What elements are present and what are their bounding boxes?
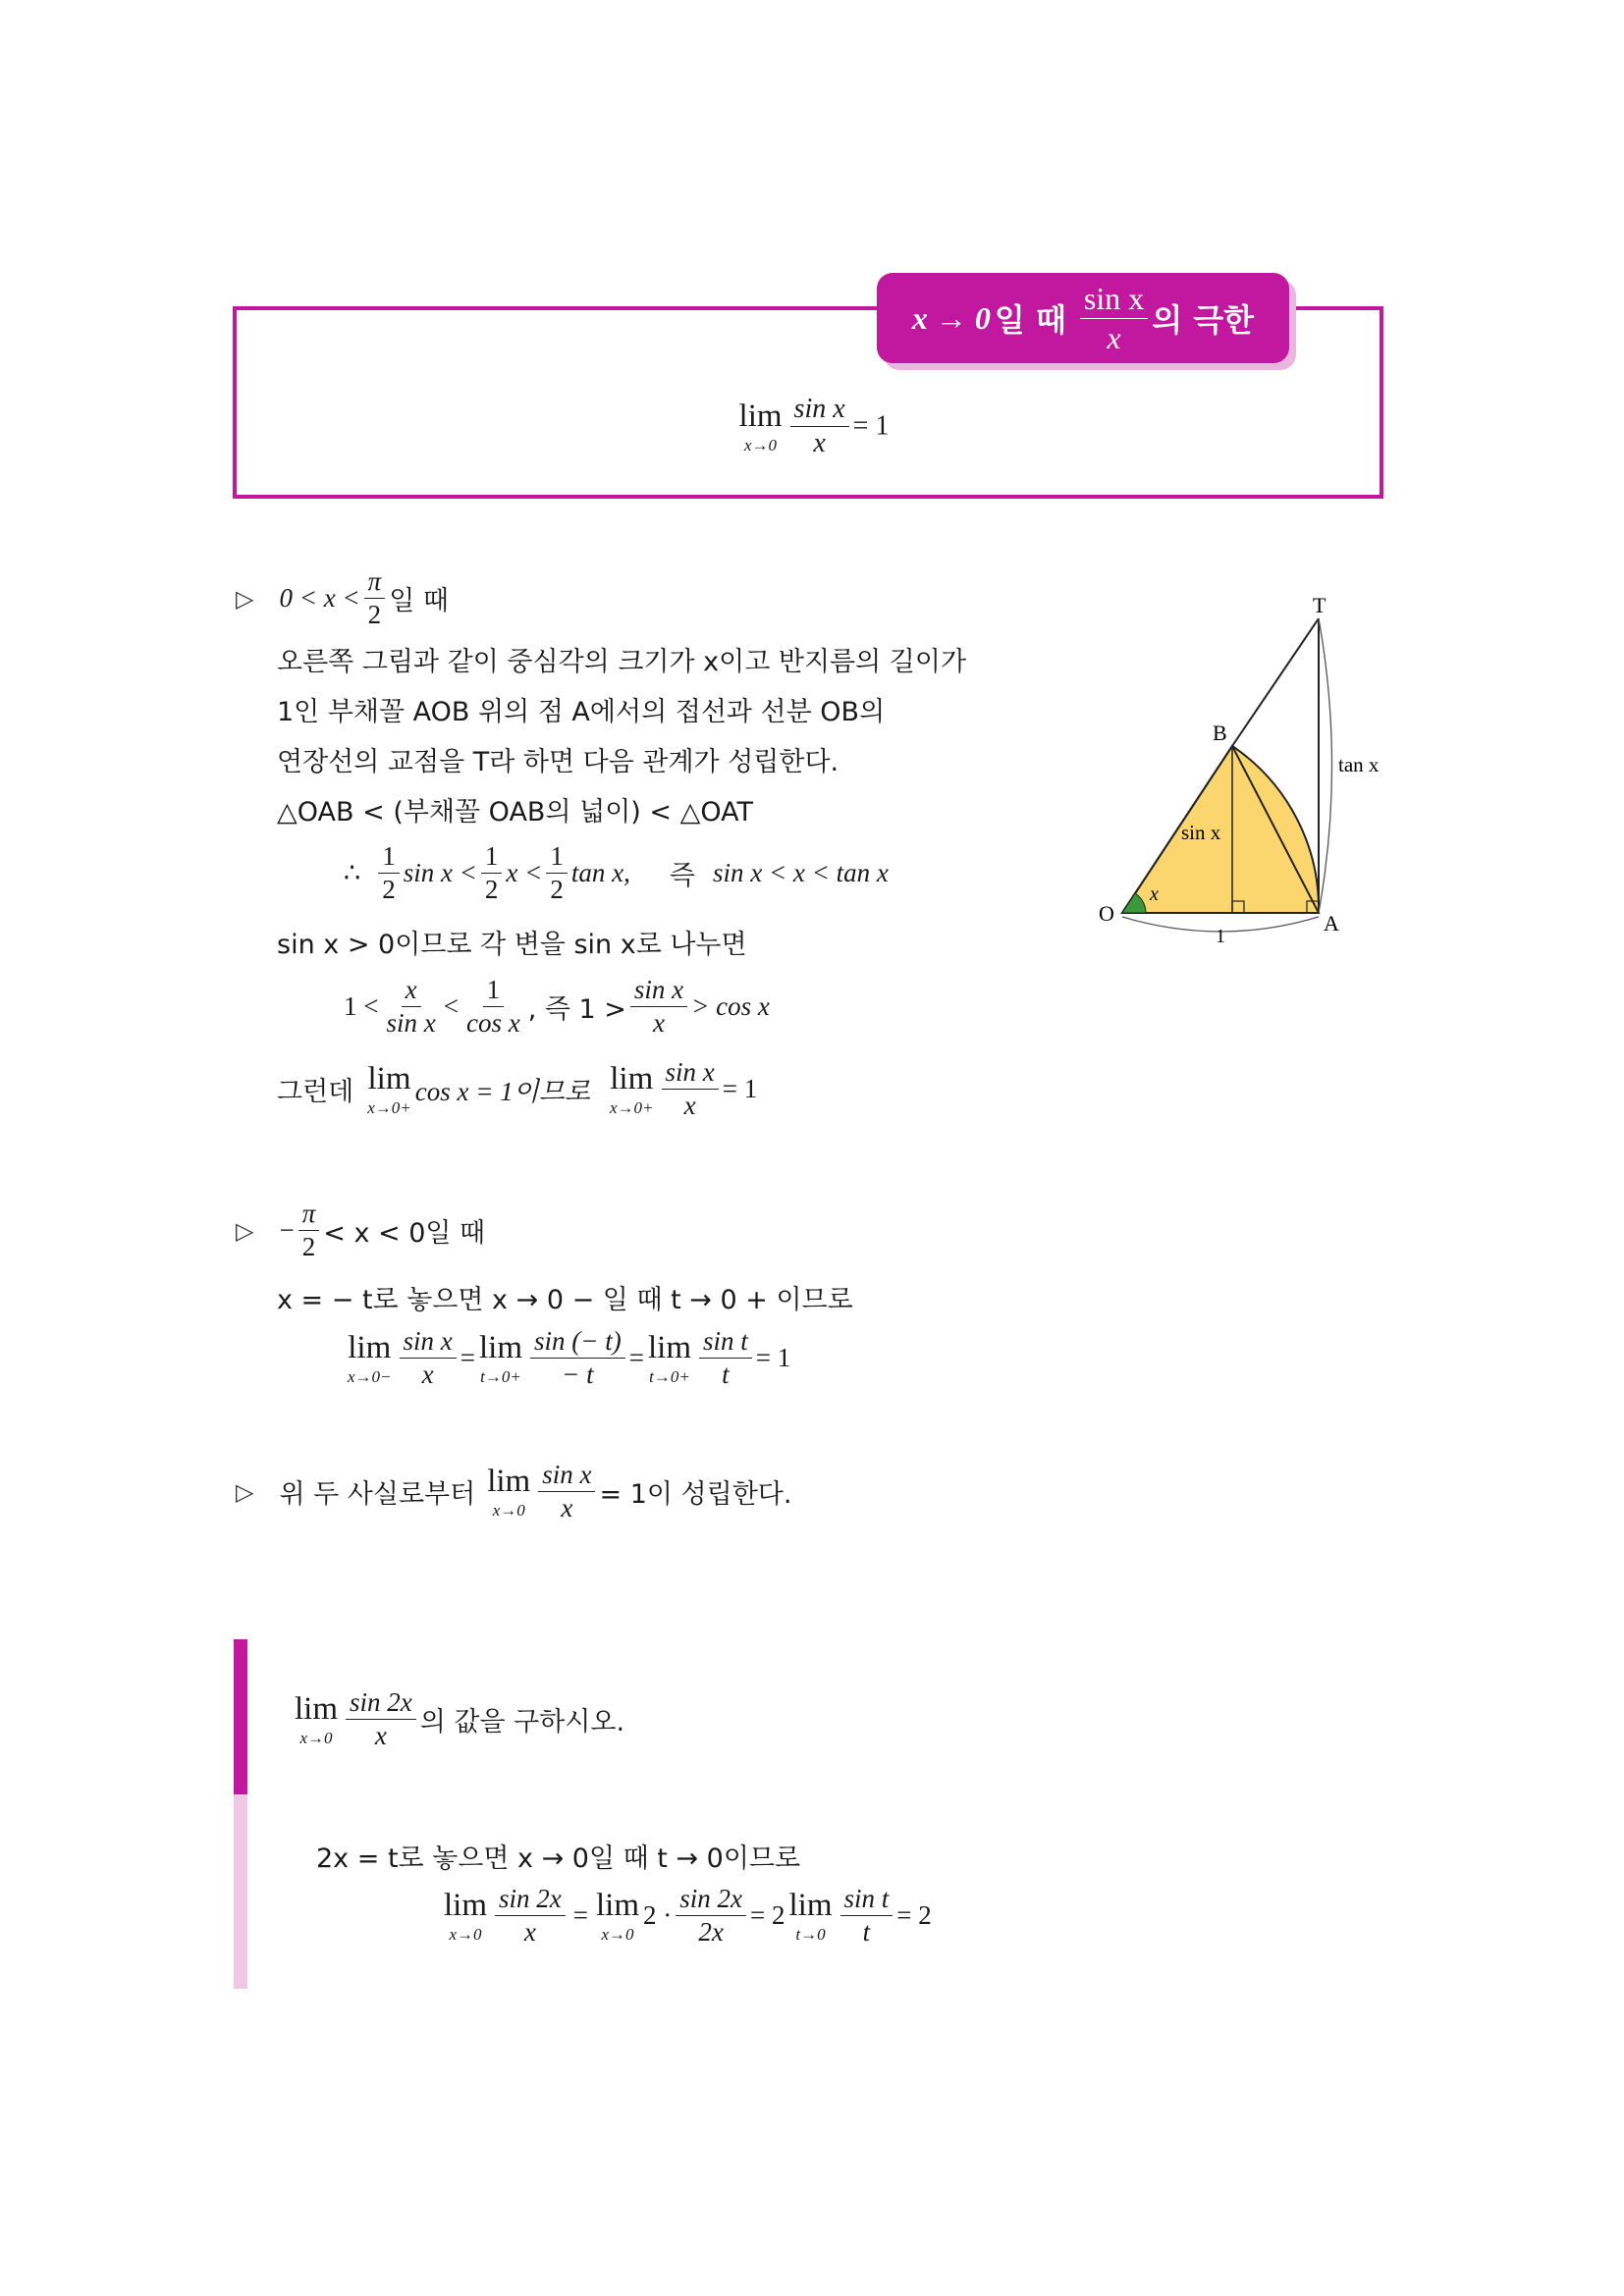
ex-s-sub-2: x→0 (601, 1924, 634, 1944)
lim-word: lim (479, 1329, 523, 1365)
example-question (291, 1688, 624, 1750)
case1-pi-frac (364, 567, 386, 629)
half-num: 1 (546, 842, 568, 874)
case1-pi: π (364, 567, 386, 599)
definition-formula (0, 395, 1624, 458)
lim-word: lim (596, 1887, 640, 1923)
lim-word: lim (788, 1887, 833, 1923)
case1-inequality (344, 842, 889, 904)
title-end: 의 극한 (1152, 301, 1255, 339)
c2-eq-2: = (628, 1343, 644, 1373)
half-den: 2 (550, 875, 564, 905)
case2-heading (236, 1200, 485, 1261)
ratio-n3: sin x (630, 976, 687, 1007)
ratio-b: > cos x (691, 991, 770, 1022)
case1-divide: sin x > 0이므로 각 변을 sin x로 나누면 (277, 930, 747, 960)
ex-s-den-3: t (862, 1917, 871, 1948)
c2-frac-1 (400, 1327, 457, 1389)
def-lim-sub: x→0 (744, 435, 778, 454)
title-frac-den: x (1107, 319, 1121, 355)
ex-s-frac-3 (840, 1885, 893, 1947)
conclusion-pre: 위 두 사실로부터 (279, 1479, 476, 1511)
c2-lim-1 (348, 1329, 392, 1386)
c2-sub-2: t→0+ (480, 1366, 521, 1386)
case1-line3: 연장선의 교점을 T라 하면 다음 관계가 성립한다. (277, 747, 839, 777)
title-fraction (1080, 282, 1148, 354)
ex-q-frac (346, 1688, 416, 1750)
lim-word: lim (295, 1690, 339, 1727)
sector-figure (1095, 585, 1419, 948)
c2-sub-3: t→0+ (649, 1366, 690, 1386)
final-lim-2 (609, 1060, 654, 1117)
case1-final (277, 1058, 757, 1120)
half-den: 2 (382, 875, 396, 905)
ratio-comma: , 즉 1 > (527, 994, 626, 1026)
ratio-frac-3 (630, 976, 687, 1038)
line-BT (1232, 618, 1319, 746)
final-lim-1 (367, 1060, 411, 1117)
lim-word: lim (738, 398, 783, 434)
ratio-frac-2 (462, 976, 524, 1038)
case1-line2: 1인 부채꼴 AOB 위의 점 A에서의 접선과 선분 OB의 (277, 697, 886, 727)
ratio-n2: 1 (483, 976, 505, 1007)
c2-rhs: = 1 (755, 1343, 791, 1373)
half-den: 2 (484, 875, 499, 905)
c2-d2: − t (562, 1360, 594, 1390)
case1-two: 2 (367, 600, 382, 630)
ex-q-den: x (374, 1721, 387, 1751)
ex-s-eq: = (572, 1900, 588, 1931)
example-solution-chain (440, 1885, 932, 1947)
ex-s-rhs: = 2 (896, 1900, 932, 1931)
case2-sub-line: x = − t로 놓으면 x → 0 − 일 때 t → 0 + 이므로 (277, 1285, 853, 1315)
final-den: x (683, 1091, 696, 1121)
ineq-a: sin x < (403, 858, 477, 888)
lim-word: lim (367, 1060, 411, 1096)
conclusion-post: = 1이 성립한다. (599, 1479, 792, 1511)
ex-s-eq2: = 2 (750, 1900, 785, 1931)
case2-cond-tail: < x < 0일 때 (323, 1218, 486, 1250)
bullet-icon: ▷ (236, 1477, 254, 1506)
half-frac-b (481, 842, 503, 904)
label-x: x (1150, 883, 1159, 905)
case1-line4: △OAB < (부채꼴 OAB의 넓이) < △OAT (277, 797, 754, 828)
label-one: 1 (1216, 926, 1225, 947)
case2-limit-chain (344, 1327, 790, 1389)
lim-word: lim (348, 1329, 392, 1365)
c2-eq-1: = (460, 1343, 476, 1373)
half-frac-c (546, 842, 568, 904)
ratio-frac-1 (382, 976, 439, 1038)
def-den: x (813, 428, 826, 459)
conclusion-lim (487, 1463, 531, 1520)
ratio-d2: cos x (465, 1008, 520, 1039)
conclusion-num: sin x (538, 1461, 595, 1492)
label-T: T (1313, 593, 1326, 617)
ex-s-sub-1: x→0 (449, 1924, 482, 1944)
half-num: 1 (481, 842, 503, 874)
therefore-symbol: ∴ (344, 858, 361, 889)
ratio-d1: sin x (386, 1008, 436, 1039)
label-A: A (1324, 911, 1339, 935)
conclusion-den: x (561, 1493, 573, 1523)
case2-two: 2 (301, 1232, 316, 1262)
def-lim (739, 400, 783, 454)
final-frac (662, 1058, 719, 1120)
ex-q-post: 의 값을 구하시오. (419, 1707, 625, 1738)
ex-s-den-2: 2x (698, 1917, 724, 1948)
ratio-lt: < (443, 991, 459, 1022)
case2-pi: π (298, 1200, 320, 1231)
ineq-c: tan x, (570, 858, 630, 888)
ex-s-lim-2 (596, 1887, 640, 1944)
final-cos: cos x = 1이므로 (414, 1077, 590, 1107)
ineq-d: sin x < x < tan x (712, 858, 889, 888)
c2-sub-1: x→0− (348, 1366, 392, 1386)
ex-s-lim-3 (788, 1887, 833, 1944)
conclusion-line (236, 1461, 791, 1522)
lim-word: lim (647, 1329, 691, 1365)
conclusion-frac (538, 1461, 595, 1522)
c2-frac-3 (699, 1327, 752, 1389)
def-num: sin x (790, 395, 849, 427)
def-rhs: = 1 (852, 410, 890, 442)
ex-s-two: 2 · (643, 1900, 673, 1931)
c2-n1: sin x (400, 1327, 457, 1359)
example-bar-solution (234, 1794, 247, 1989)
c2-lim-3 (647, 1329, 691, 1386)
example-solution-line: 2x = t로 놓으면 x → 0일 때 t → 0이므로 (316, 1843, 801, 1874)
final-pre: 그런데 (277, 1077, 354, 1108)
tan-brace (1319, 618, 1332, 913)
lim-word: lim (487, 1463, 531, 1499)
ex-s-num-2: sin 2x (676, 1885, 746, 1916)
ex-s-frac-2 (676, 1885, 746, 1947)
case1-heading (236, 567, 449, 629)
lim-word: lim (610, 1060, 654, 1096)
title-suffix: 일 때 (994, 301, 1066, 339)
ex-q-sub: x→0 (299, 1728, 333, 1747)
ex-q-lim (295, 1690, 339, 1747)
case1-ratio (344, 976, 770, 1038)
case2-minus: − (279, 1215, 295, 1246)
label-B: B (1213, 721, 1227, 745)
ineq-jeuk: 즉 (669, 861, 695, 892)
final-num: sin x (662, 1058, 719, 1090)
label-tan: tan x (1338, 753, 1380, 776)
title-badge (877, 273, 1289, 363)
half-frac-a (378, 842, 400, 904)
half-num: 1 (378, 842, 400, 874)
ex-s-den-1: x (523, 1917, 536, 1948)
case1-cond-left: 0 < x < (279, 583, 360, 614)
bullet-icon: ▷ (236, 1216, 254, 1245)
final-sub-1: x→0+ (367, 1097, 411, 1117)
case1-line1: 오른쪽 그림과 같이 중심각의 크기가 x이고 반지름의 길이가 (277, 647, 967, 677)
c2-n2: sin (− t) (530, 1327, 625, 1359)
ex-s-frac-1 (495, 1885, 566, 1947)
conclusion-sub: x→0 (492, 1500, 525, 1520)
ex-q-num: sin 2x (346, 1688, 416, 1720)
c2-n3: sin t (699, 1327, 752, 1359)
ex-s-sub-3: t→0 (795, 1924, 826, 1944)
case1-cond-tail: 일 때 (389, 586, 449, 617)
ratio-d3: x (653, 1008, 666, 1039)
ex-s-num-3: sin t (840, 1885, 893, 1916)
ex-s-lim-1 (444, 1887, 488, 1944)
final-rhs: = 1 (722, 1074, 758, 1104)
lim-word: lim (444, 1887, 488, 1923)
final-sub-2: x→0+ (609, 1097, 654, 1117)
c2-frac-2 (530, 1327, 625, 1389)
c2-lim-2 (479, 1329, 523, 1386)
def-frac (790, 395, 849, 458)
case2-pi-frac (298, 1200, 320, 1261)
example-bar-question (234, 1639, 247, 1794)
label-sin: sin x (1181, 821, 1221, 844)
c2-d3: t (722, 1360, 730, 1390)
c2-d1: x (421, 1360, 434, 1390)
title-frac-num: sin x (1080, 282, 1148, 319)
ineq-b: x < (506, 858, 543, 888)
ratio-n1: x (402, 976, 421, 1007)
bullet-icon: ▷ (236, 584, 254, 613)
ex-s-num-1: sin 2x (495, 1885, 566, 1916)
label-O: O (1099, 901, 1114, 926)
ratio-a: 1 < (344, 991, 379, 1022)
title-arrow: x → 0 (911, 299, 991, 336)
